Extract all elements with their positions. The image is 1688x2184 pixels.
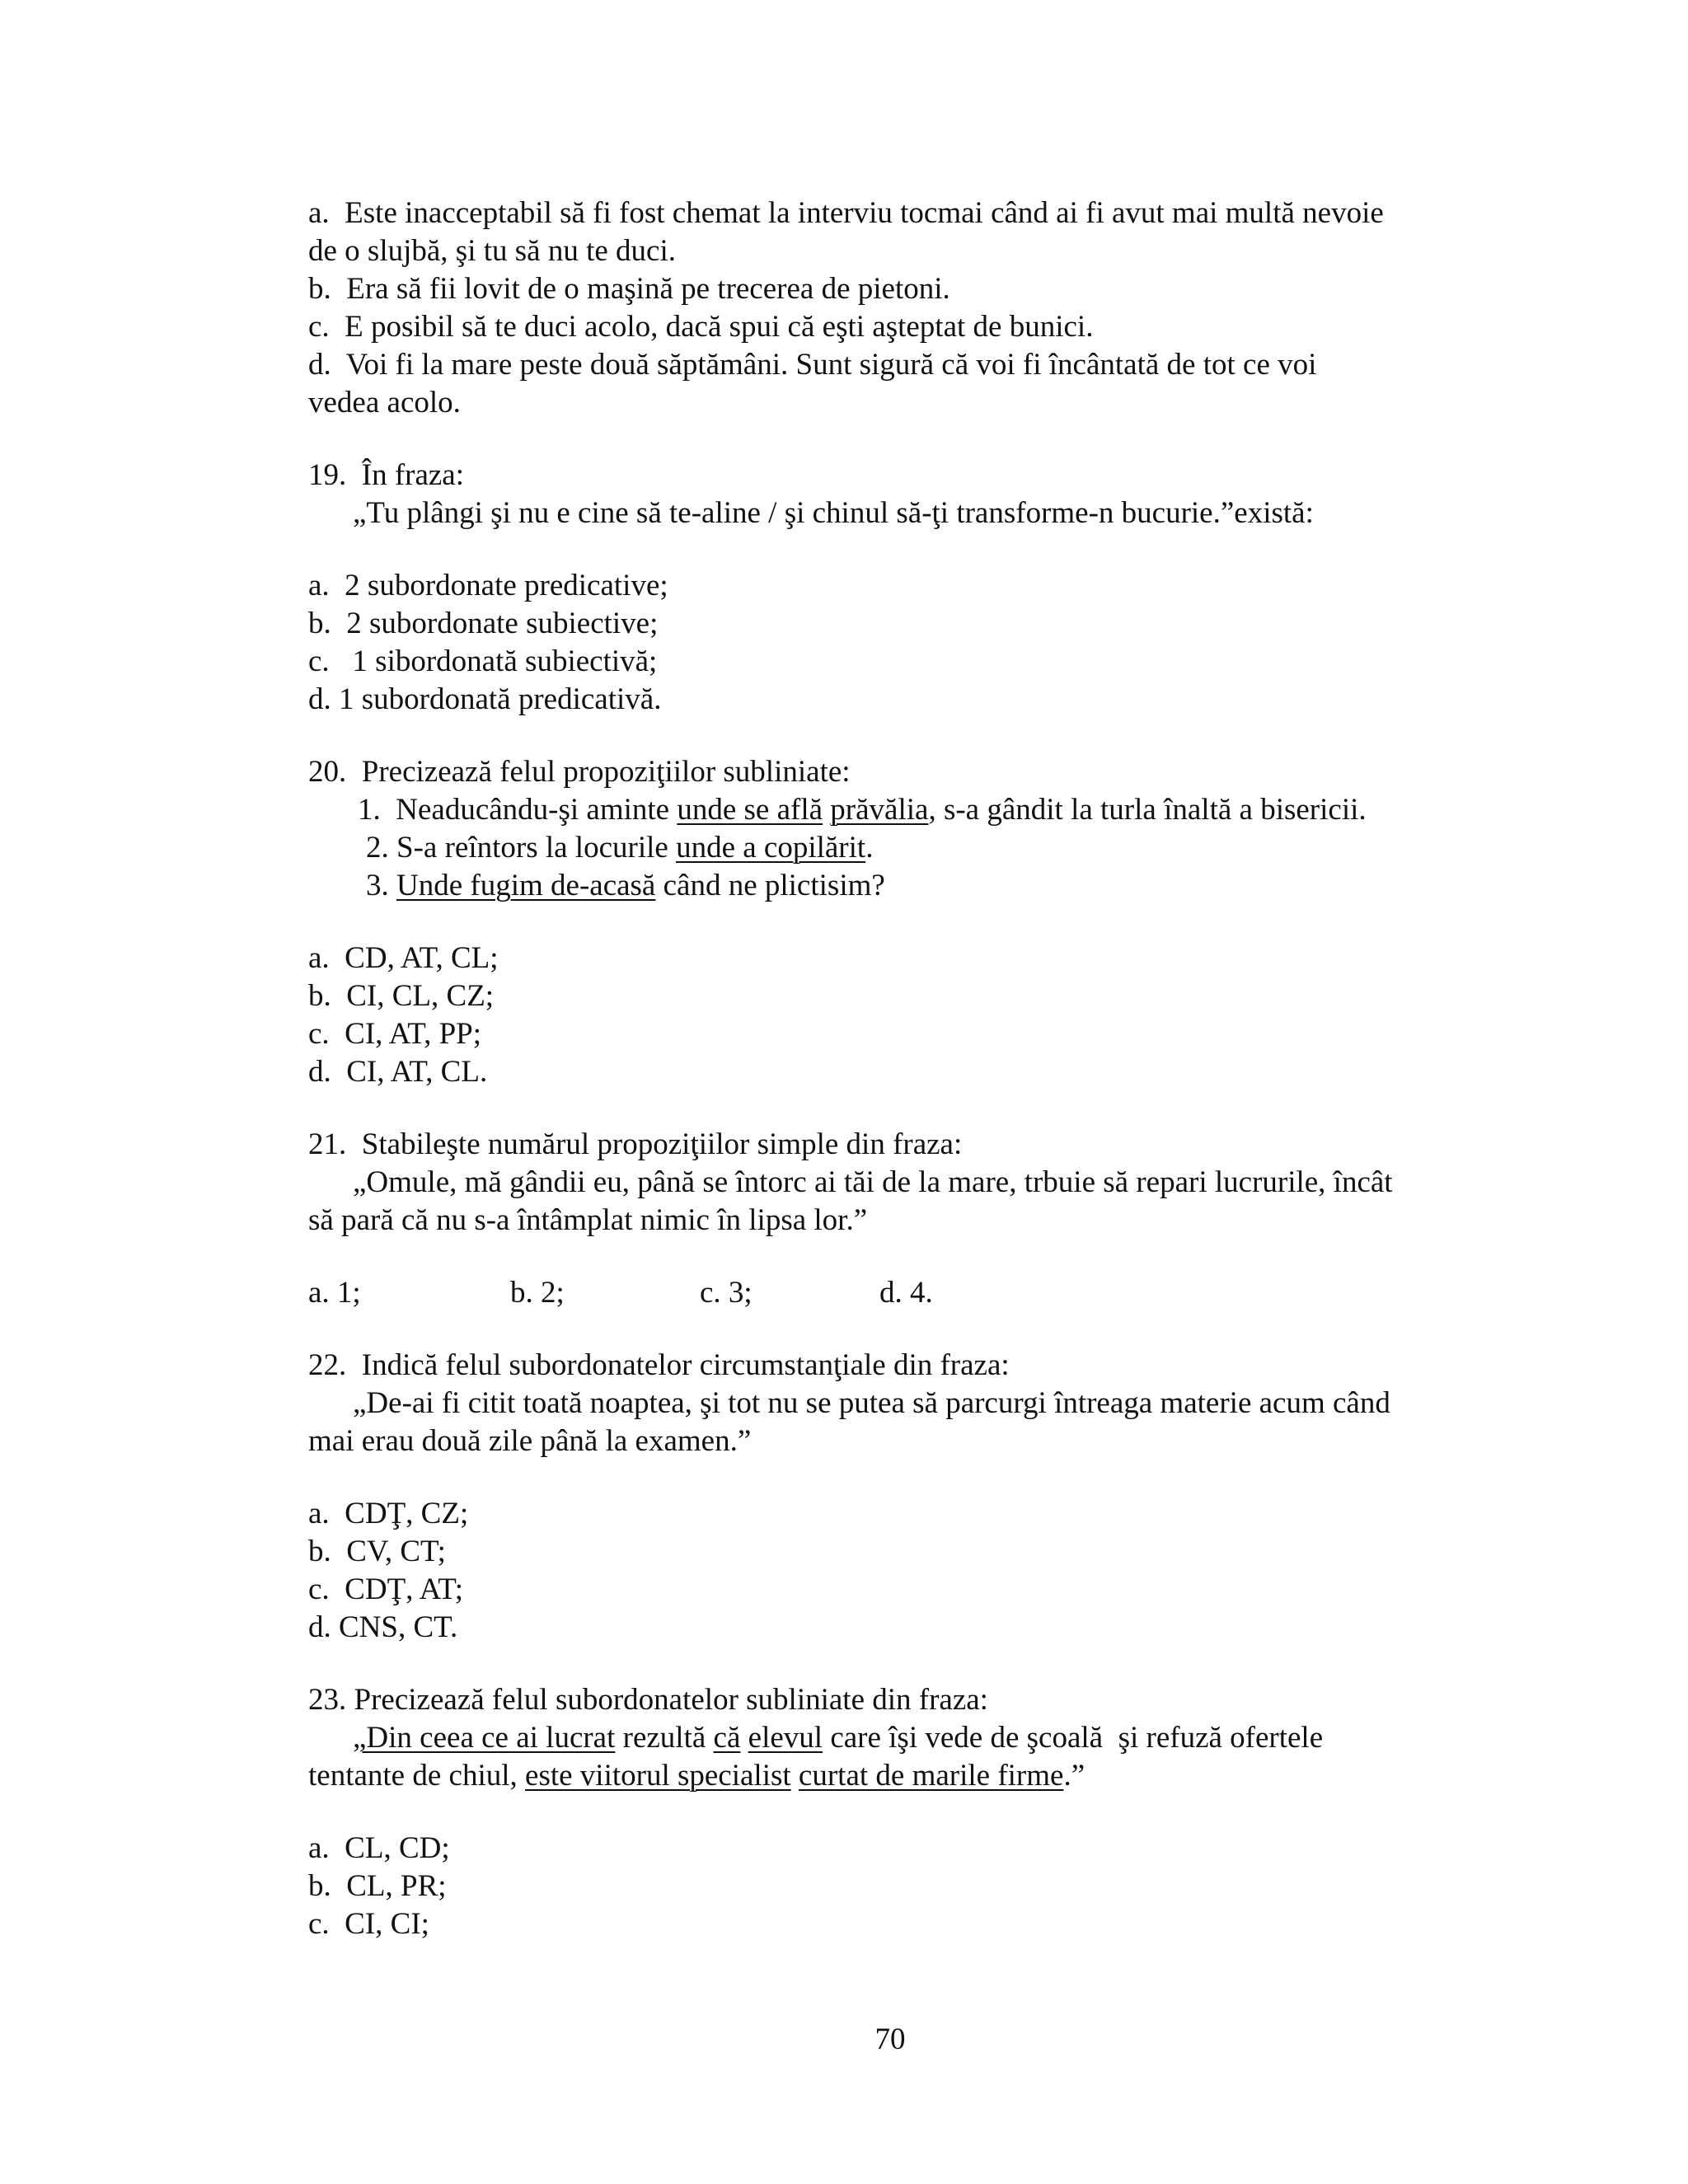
- option-d: d. 1 subordonată predicativă.: [308, 682, 662, 716]
- option-a: a. CL, CD;: [308, 1831, 450, 1865]
- option-d-line-2: vedea acolo.: [308, 386, 461, 419]
- option-c: c. CDŢ, AT;: [308, 1572, 464, 1606]
- sentence-2: [308, 829, 1487, 867]
- underlined-text: prăvălia: [830, 793, 929, 827]
- option-b: b. CL, PR;: [308, 1869, 447, 1903]
- question-19: [308, 457, 1487, 719]
- question-stem: 23. Precizează felul subordonatelor subliniate din fraza:: [308, 1683, 988, 1717]
- underlined-text: unde a copilărit: [676, 831, 866, 865]
- option-b: b. Era să fii lovit de o maşină pe trecerea de pietoni.: [308, 272, 950, 306]
- option-c: c. 1 sibordonată subiectivă;: [308, 644, 658, 678]
- option-a-line-2: de o slujbă, şi tu să nu te duci.: [308, 234, 676, 268]
- option-b: b. CI, CL, CZ;: [308, 979, 495, 1013]
- question-quote-line-2: mai erau două zile până la examen.”: [308, 1424, 752, 1458]
- option-a: a. CD, AT, CL;: [308, 941, 499, 975]
- option-a: a. CDŢ, CZ;: [308, 1497, 469, 1530]
- underlined-text: „Din ceea ce ai lucrat: [353, 1721, 616, 1755]
- options-row: [308, 1274, 1487, 1312]
- sentence-text: .”: [1063, 1759, 1085, 1793]
- sentence-text: [823, 793, 830, 827]
- underlined-text: elevul: [748, 1721, 823, 1755]
- option-b: b. 2;: [510, 1276, 565, 1310]
- question-stem: 19. În fraza:: [308, 458, 465, 492]
- option-c: c. 3;: [700, 1276, 753, 1310]
- sentence-text: 2. S-a reîntors la locurile: [366, 831, 677, 865]
- sentence-1: [308, 791, 1487, 829]
- sentence-text: [791, 1759, 799, 1793]
- question-quote: „Tu plângi şi nu e cine să te-aline / şi chinul să-ţi transforme-n bucurie.”există:: [353, 496, 1314, 530]
- option-a-line-1: a. Este inacceptabil să fi fost chemat la interviu tocmai când ai fi avut mai multă nevoie: [308, 196, 1384, 230]
- question-18-options: [308, 194, 1487, 422]
- option-a: a. 1;: [308, 1276, 361, 1310]
- question-21: [308, 1126, 1487, 1312]
- question-23: [308, 1681, 1487, 1943]
- option-d: d. 4.: [879, 1276, 933, 1310]
- option-d: d. CI, AT, CL.: [308, 1055, 488, 1089]
- question-quote-line-2: [308, 1757, 1487, 1795]
- sentence-text: .: [865, 831, 874, 865]
- option-c: c. CI, CI;: [308, 1907, 429, 1941]
- option-b: b. 2 subordonate subiective;: [308, 607, 659, 640]
- option-d: d. CNS, CT.: [308, 1610, 458, 1644]
- question-stem: 22. Indică felul subordonatelor circumstanţiale din fraza:: [308, 1348, 1010, 1382]
- sentence-text: [740, 1721, 748, 1755]
- option-a: a. 2 subordonate predicative;: [308, 569, 668, 602]
- option-c: c. E posibil să te duci acolo, dacă spui că eşti aşteptat de bunici.: [308, 310, 1094, 344]
- sentence-text: 3.: [366, 869, 396, 902]
- question-quote-line-2: să pară că nu s-a întâmplat nimic în lipsa lor.”: [308, 1203, 868, 1237]
- document-page: [308, 194, 1487, 1943]
- sentence-text: rezultă: [615, 1721, 714, 1755]
- question-20: [308, 753, 1487, 1091]
- question-stem: 21. Stabileşte numărul propoziţiilor simple din fraza:: [308, 1127, 963, 1161]
- sentence-text: când ne plictisim?: [655, 869, 885, 902]
- sentence-text: care îşi vede de şcoală şi refuză ofertele: [823, 1721, 1324, 1755]
- underlined-text: unde se află: [677, 793, 823, 827]
- question-stem: 20. Precizează felul propoziţiilor subliniate:: [308, 755, 851, 789]
- question-quote-line-1: „Omule, mă gândii eu, până se întorc ai tăi de la mare, trbuie să repari lucrurile, încât: [353, 1165, 1393, 1199]
- option-b: b. CV, CT;: [308, 1535, 446, 1568]
- question-quote-line-1: [308, 1719, 1487, 1757]
- sentence-text: tentante de chiul,: [308, 1759, 526, 1793]
- underlined-text: Unde fugim de-acasă: [396, 869, 656, 902]
- underlined-text: că: [713, 1721, 741, 1755]
- sentence-text: 1. Neaducându-şi aminte: [358, 793, 678, 827]
- question-22: [308, 1347, 1487, 1647]
- sentence-text: , s-a gândit la turla înaltă a bisericii.: [928, 793, 1367, 827]
- sentence-3: [308, 867, 1487, 905]
- question-quote-line-1: „De-ai fi citit toată noaptea, şi tot nu se putea să parcurgi întreaga materie acum când: [353, 1386, 1390, 1420]
- option-c: c. CI, AT, PP;: [308, 1017, 482, 1051]
- option-d-line-1: d. Voi fi la mare peste două săptămâni. Sunt sigură că voi fi încântată de tot ce voi: [308, 348, 1317, 382]
- page-number: 70: [874, 2022, 906, 2056]
- underlined-text: este viitorul specialist: [525, 1759, 791, 1793]
- underlined-text: curtat de marile firme: [798, 1759, 1064, 1793]
